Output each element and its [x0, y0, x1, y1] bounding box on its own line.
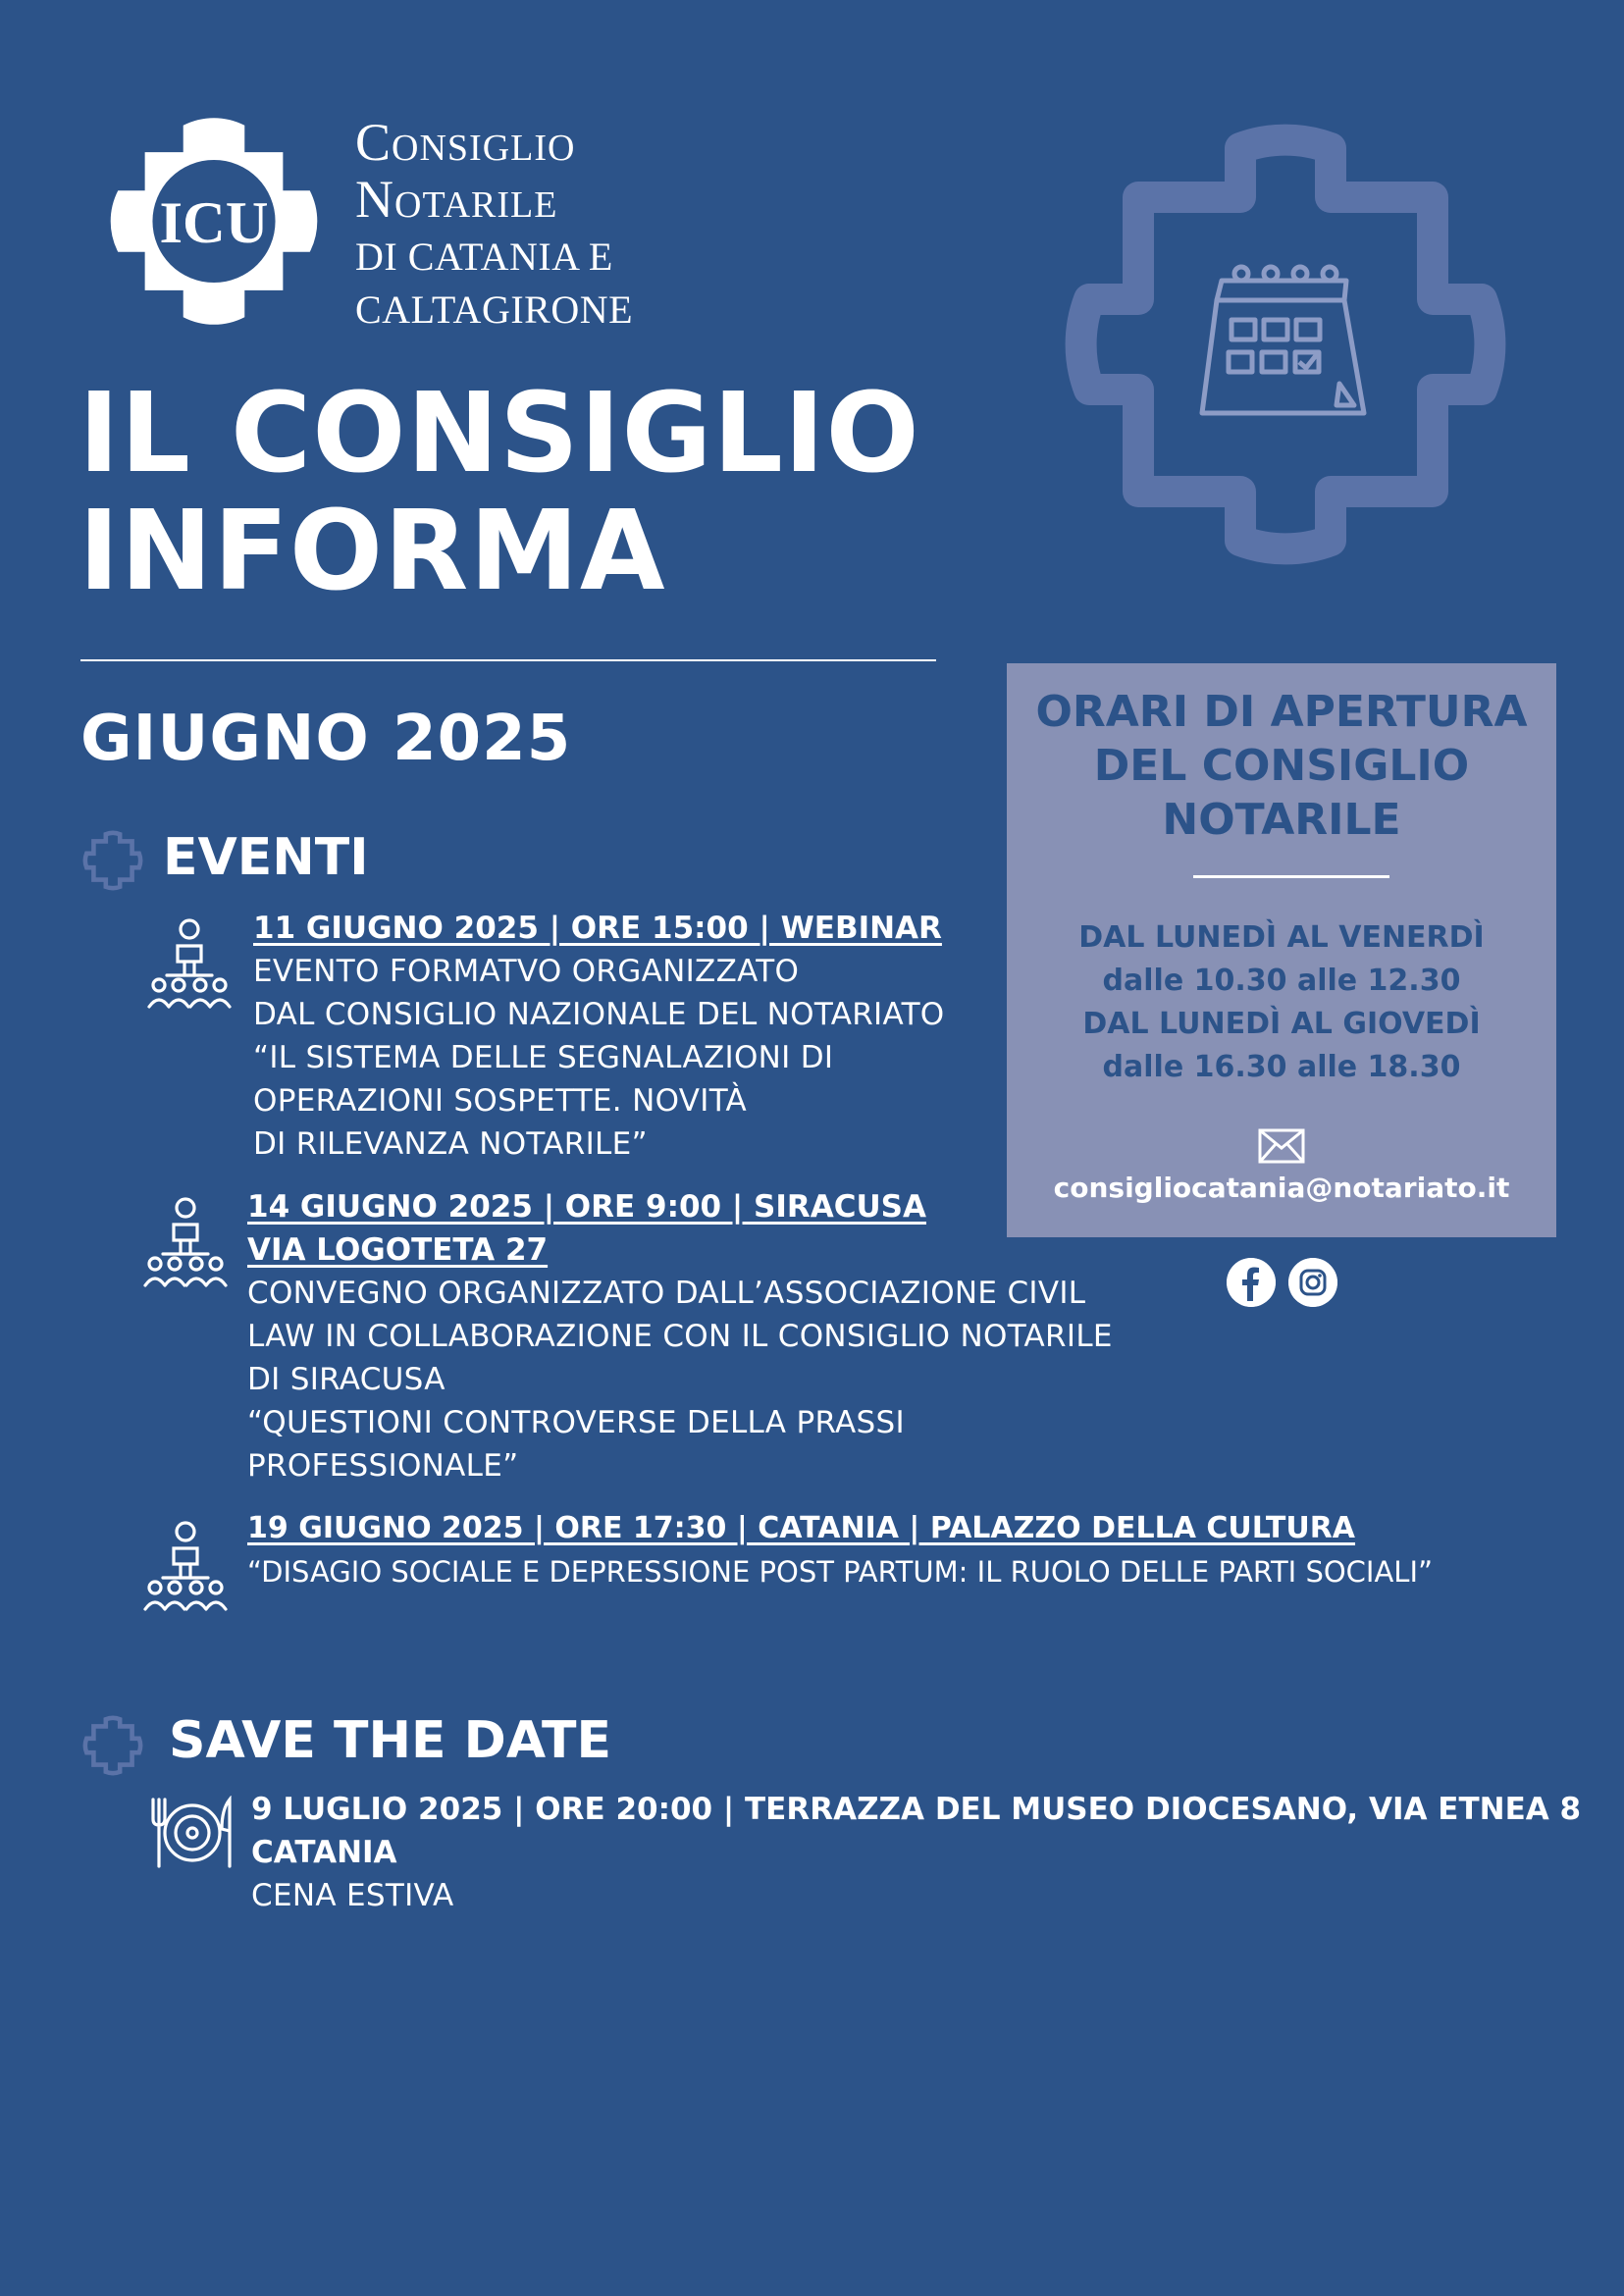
event-description-line: DAL CONSIGLIO NAZIONALE DEL NOTARIATO [253, 997, 945, 1032]
page-title-line: INFORMA [79, 488, 666, 615]
opening-hours-box [1007, 663, 1556, 1237]
calendar-icon [1202, 267, 1364, 413]
event-description-line: EVENTO FORMATVO ORGANIZZATO [253, 954, 800, 989]
save-the-date-description: CENA ESTIVA [251, 1878, 454, 1913]
logo-line: Notarile [355, 170, 558, 229]
logo-line: CALTAGIRONE [355, 287, 634, 332]
opening-hours-title-line: NOTARILE [1162, 795, 1401, 845]
event-description-line: PROFESSIONALE” [247, 1448, 519, 1484]
event-description-line: “IL SISTEMA DELLE SEGNALAZIONI DI [253, 1040, 834, 1075]
calendar-quatrefoil-icon [1030, 94, 1541, 595]
logo-line: DI CATANIA E [355, 235, 613, 279]
event-description-line: DI RILEVANZA NOTARILE” [253, 1126, 648, 1162]
save-the-date-title: SAVE THE DATE [169, 1711, 612, 1770]
logo-mark [106, 116, 322, 327]
event-description-line: “DISAGIO SOCIALE E DEPRESSIONE POST PARTUM: IL RUOLO DELLE PARTI SOCIALI” [247, 1555, 1434, 1589]
event-heading: 11 GIUGNO 2025 | ORE 15:00 | WEBINAR [253, 911, 942, 946]
title-divider [80, 659, 936, 661]
save-the-date-heading: CATANIA [251, 1835, 397, 1870]
dinner-plate-icon [147, 1796, 237, 1870]
month-title: GIUGNO 2025 [80, 703, 572, 775]
facebook-icon[interactable] [1227, 1258, 1276, 1307]
save-the-date-heading: 9 LUGLIO 2025 | ORE 20:00 | TERRAZZA DEL MUSEO DIOCESANO, VIA ETNEA 8 [251, 1792, 1582, 1827]
event-description-line: LAW IN COLLABORAZIONE CON IL CONSIGLIO NOTARILE [247, 1319, 1113, 1354]
speaker-audience-icon [145, 916, 234, 1011]
schedule-days-mon-thu: DAL LUNEDÌ AL GIOVEDÌ [1082, 1007, 1481, 1041]
event-heading: 19 GIUGNO 2025 | ORE 17:30 | CATANIA | PALAZZO DELLA CULTURA [247, 1511, 1356, 1545]
logo-monogram: ICU [159, 190, 269, 256]
envelope-icon [1258, 1128, 1305, 1164]
page-title-line: IL CONSIGLIO [79, 370, 920, 497]
event-description-line: OPERAZIONI SOSPETTE. NOVITÀ [253, 1083, 748, 1119]
event-heading: 14 GIUGNO 2025 | ORE 9:00 | SIRACUSA [247, 1189, 926, 1225]
opening-hours-title [1007, 685, 1556, 847]
opening-hours-title-line: ORARI DI APERTURA [1035, 687, 1528, 737]
schedule-days-weekdays: DAL LUNEDÌ AL VENERDÌ [1078, 920, 1485, 955]
schedule-hours-afternoon: dalle 16.30 alle 18.30 [1102, 1050, 1461, 1084]
logo-line: Consiglio [355, 113, 576, 172]
speaker-audience-icon [141, 1519, 230, 1613]
event-description-line: DI SIRACUSA [247, 1362, 445, 1397]
save-the-date-item [251, 1788, 1581, 1917]
opening-hours-title-line: DEL CONSIGLIO [1093, 741, 1470, 791]
event-item [253, 907, 945, 1166]
speaker-audience-icon [141, 1195, 230, 1289]
quatrefoil-bullet-icon [80, 830, 145, 891]
event-description-line: “QUESTIONI CONTROVERSE DELLA PRASSI [247, 1405, 905, 1440]
event-item [247, 1507, 1433, 1593]
email-link[interactable]: consigliocatania@notariato.it [1053, 1172, 1510, 1204]
events-section-title: EVENTI [163, 828, 369, 887]
event-description-line: CONVEGNO ORGANIZZATO DALL’ASSOCIAZIONE CIVIL [247, 1276, 1086, 1311]
opening-hours-divider [1193, 875, 1389, 878]
event-item [247, 1185, 1113, 1487]
quatrefoil-bullet-icon [80, 1715, 145, 1776]
event-heading: VIA LOGOTETA 27 [247, 1232, 549, 1268]
schedule-hours-morning: dalle 10.30 alle 12.30 [1102, 964, 1461, 998]
page-title [79, 370, 920, 615]
logo-text [355, 113, 634, 343]
instagram-icon[interactable] [1288, 1258, 1337, 1307]
